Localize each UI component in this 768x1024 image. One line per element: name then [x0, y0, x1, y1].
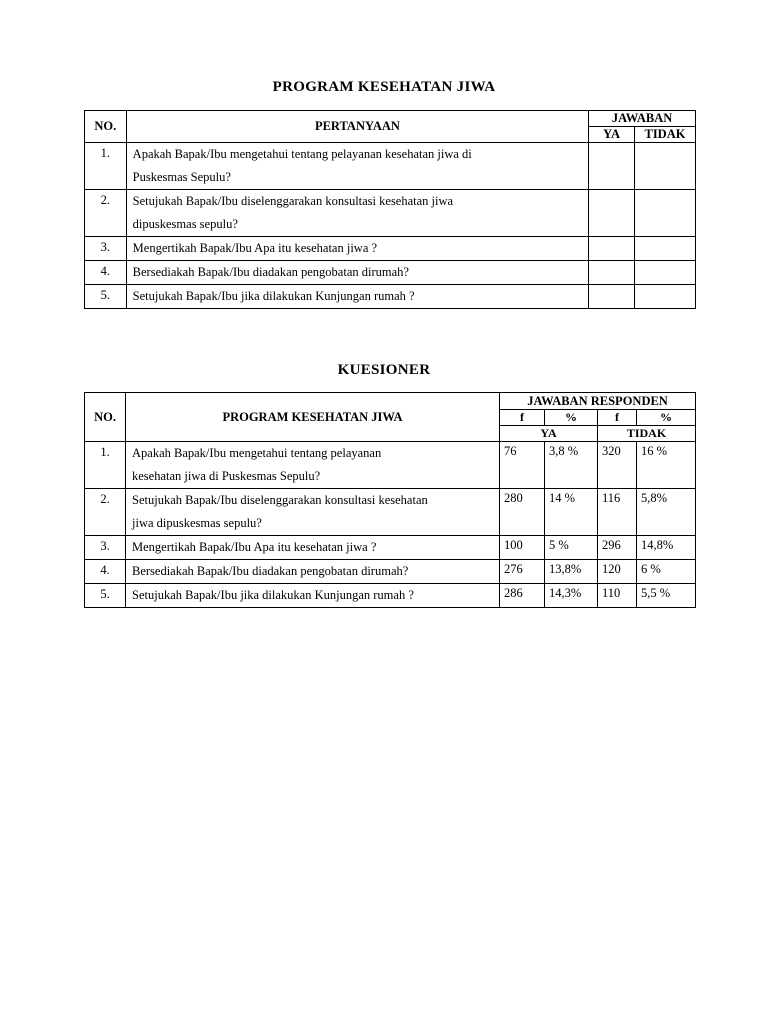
table2-title: KUESIONER	[337, 362, 431, 378]
row-number: 5.	[85, 584, 126, 608]
tidak-f-cell: 320	[598, 442, 637, 489]
header-answer: JAWABAN	[589, 111, 696, 127]
question-line: dipuskesmas sepulu?	[132, 217, 238, 231]
tidak-f-cell: 116	[598, 489, 637, 536]
header-program: PROGRAM KESEHATAN JIWA	[126, 393, 500, 442]
header-no-answer: TIDAK	[634, 127, 695, 143]
question-line: Apakah Bapak/Ibu mengetahui tentang pelayanan kesehatan jiwa di	[132, 147, 472, 161]
question-line: Setujukah Bapak/Ibu diselenggarakan konsultasi kesehatan jiwa	[132, 194, 454, 208]
tidak-f-cell: 296	[598, 536, 637, 560]
response-table	[84, 392, 696, 608]
ya-f-cell: 76	[500, 442, 545, 489]
question-line: Setujukah Bapak/Ibu diselenggarakan konsultasi kesehatan	[132, 493, 428, 507]
row-question: Bersediakah Bapak/Ibu diadakan pengobatan dirumah?	[126, 560, 500, 584]
table-row	[85, 584, 696, 608]
answer-yes-cell[interactable]	[589, 261, 635, 285]
answer-yes-cell[interactable]	[589, 285, 635, 309]
row-question	[126, 489, 500, 536]
header-pct: %	[545, 410, 598, 426]
table-row	[85, 489, 696, 536]
row-number: 2.	[85, 190, 127, 237]
question-table	[84, 110, 696, 309]
header-no: NO.	[85, 393, 126, 442]
row-number: 1.	[85, 442, 126, 489]
answer-yes-cell[interactable]	[589, 143, 635, 190]
row-number: 4.	[85, 261, 127, 285]
header-no-answer: TIDAK	[598, 426, 696, 442]
header-f: f	[598, 410, 637, 426]
tidak-f-cell: 120	[598, 560, 637, 584]
answer-no-cell[interactable]	[634, 190, 695, 237]
tidak-pct-cell: 6 %	[637, 560, 696, 584]
table-row	[85, 285, 696, 309]
row-number: 3.	[85, 536, 126, 560]
ya-f-cell: 286	[500, 584, 545, 608]
ya-pct-cell: 14,3%	[545, 584, 598, 608]
ya-pct-cell: 5 %	[545, 536, 598, 560]
header-pct: %	[637, 410, 696, 426]
header-responses: JAWABAN RESPONDEN	[500, 393, 696, 410]
answer-yes-cell[interactable]	[589, 237, 635, 261]
row-question	[126, 442, 500, 489]
table-row	[85, 536, 696, 560]
question-line: Puskesmas Sepulu?	[132, 170, 231, 184]
tidak-f-cell: 110	[598, 584, 637, 608]
row-question: Bersediakah Bapak/Ibu diadakan pengobatan dirumah?	[126, 261, 589, 285]
table-row	[85, 190, 696, 237]
table-row	[85, 261, 696, 285]
answer-no-cell[interactable]	[634, 285, 695, 309]
header-row	[85, 111, 696, 127]
question-line: jiwa dipuskesmas sepulu?	[132, 516, 262, 530]
ya-pct-cell: 14 %	[545, 489, 598, 536]
row-number: 3.	[85, 237, 127, 261]
table-row	[85, 442, 696, 489]
table-row	[85, 237, 696, 261]
header-no: NO.	[85, 111, 127, 143]
header-question: PERTANYAAN	[126, 111, 589, 143]
table-row	[85, 143, 696, 190]
answer-no-cell[interactable]	[634, 237, 695, 261]
row-question: Mengertikah Bapak/Ibu Apa itu kesehatan jiwa ?	[126, 237, 589, 261]
answer-no-cell[interactable]	[634, 143, 695, 190]
ya-pct-cell: 13,8%	[545, 560, 598, 584]
row-question: Setujukah Bapak/Ibu jika dilakukan Kunjungan rumah ?	[126, 584, 500, 608]
tidak-pct-cell: 16 %	[637, 442, 696, 489]
table1-title: PROGRAM KESEHATAN JIWA	[272, 79, 496, 95]
ya-pct-cell: 3,8 %	[545, 442, 598, 489]
header-f: f	[500, 410, 545, 426]
row-number: 4.	[85, 560, 126, 584]
header-yes: YA	[589, 127, 635, 143]
row-number: 5.	[85, 285, 127, 309]
answer-yes-cell[interactable]	[589, 190, 635, 237]
table-row	[85, 560, 696, 584]
row-question: Mengertikah Bapak/Ibu Apa itu kesehatan jiwa ?	[126, 536, 500, 560]
ya-f-cell: 280	[500, 489, 545, 536]
row-number: 1.	[85, 143, 127, 190]
answer-no-cell[interactable]	[634, 261, 695, 285]
tidak-pct-cell: 5,8%	[637, 489, 696, 536]
header-row	[85, 393, 696, 410]
question-line: kesehatan jiwa di Puskesmas Sepulu?	[132, 469, 321, 483]
ya-f-cell: 276	[500, 560, 545, 584]
question-line: Apakah Bapak/Ibu mengetahui tentang pelayanan	[132, 446, 382, 460]
row-question	[126, 143, 589, 190]
tidak-pct-cell: 14,8%	[637, 536, 696, 560]
row-number: 2.	[85, 489, 126, 536]
row-question: Setujukah Bapak/Ibu jika dilakukan Kunjungan rumah ?	[126, 285, 589, 309]
header-yes: YA	[500, 426, 598, 442]
tidak-pct-cell: 5,5 %	[637, 584, 696, 608]
ya-f-cell: 100	[500, 536, 545, 560]
row-question	[126, 190, 589, 237]
